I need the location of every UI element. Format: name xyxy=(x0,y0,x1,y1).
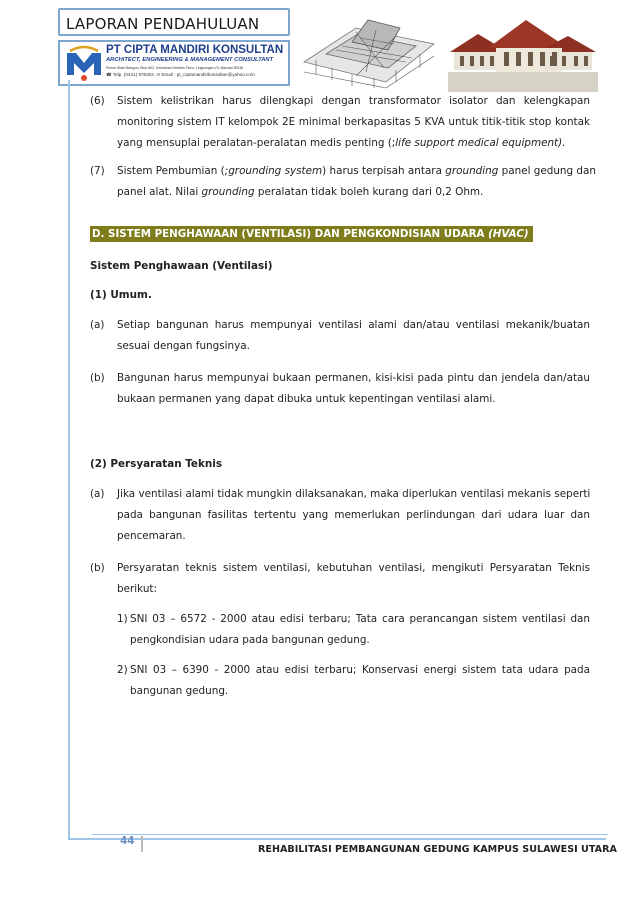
text-line: bangunan gedung. xyxy=(130,685,229,697)
text-line: sesuai dengan fungsinya. xyxy=(117,340,250,352)
text-line: berikut: xyxy=(117,583,158,595)
report-title: LAPORAN PENDAHULUAN xyxy=(58,8,290,36)
text-segment: panel alat. Nilai xyxy=(117,186,202,198)
subheading: Sistem Penghawaan (Ventilasi) xyxy=(90,260,273,272)
paragraph-item-6 xyxy=(90,91,590,154)
text-line: Bangunan harus mempunyai bukaan permanen, kisi-kisi pada pintu dan jendela dan/atau xyxy=(117,372,590,384)
item-number: 1) xyxy=(117,613,128,625)
section-heading: D. SISTEM PENGHAWAAN (VENTILASI) DAN PENGKONDISIAN UDARA xyxy=(92,228,489,240)
building-structure-image xyxy=(296,10,442,90)
text-segment: peralatan tidak boleh kurang dari 0,2 Ohm. xyxy=(254,186,484,198)
page-number: 44 xyxy=(120,835,135,847)
text-line: bukaan permanen yang dapat dibuka untuk kepentingan ventilasi alami. xyxy=(117,393,496,405)
text-segment: panel gedung dan xyxy=(498,165,596,177)
paragraph-1b xyxy=(90,368,590,410)
text-segment: Sistem Pembumian ( xyxy=(117,165,225,177)
company-address: Perum Wale Manguni, Blok AK2, Kelurahan Kembes Timur, Lingkungan VII, Manado 95236 xyxy=(106,66,244,70)
text-line: Setiap bangunan harus mempunyai ventilasi alami dan/atau ventilasi mekanik/buatan xyxy=(117,319,590,331)
paragraph-sni-2 xyxy=(117,660,590,702)
page-number-separator xyxy=(141,836,143,852)
text-line xyxy=(117,182,590,203)
item-number: (b) xyxy=(90,562,105,574)
text-line: pencemaran. xyxy=(117,530,186,542)
item-number: 2) xyxy=(117,664,128,676)
footer-divider xyxy=(92,834,608,835)
item-number: (7) xyxy=(90,165,105,177)
text-line: pada bangunan fasilitas tertentu yang memerlukan perlindungan dari udara luar dan xyxy=(117,509,590,521)
heading-umum: (1) Umum. xyxy=(90,289,152,301)
item-number: (a) xyxy=(90,488,105,500)
text-segment: ) harus terpisah antara xyxy=(322,165,446,177)
paragraph-2a xyxy=(90,484,590,547)
text-line: pengkondisian udara pada bangunan gedung. xyxy=(130,634,370,646)
company-logo-icon xyxy=(64,45,104,83)
text-line: monitoring sistem IT kelompok 2E minimal berkapasitas 5 KVA untuk titik-titik stop kontak xyxy=(117,116,590,128)
text-line xyxy=(117,133,590,154)
text-line: SNI 03 – 6572 - 2000 atau edisi terbaru; Tata cara perancangan sistem ventilasi dan xyxy=(130,613,590,625)
text-segment-italic: ;grounding system xyxy=(224,165,323,177)
text-line: Jika ventilasi alami tidak mungkin dilaksanakan, maka diperlukan ventilasi mekanis seperti xyxy=(117,488,591,500)
paragraph-item-7 xyxy=(90,161,596,203)
footer-title: REHABILITASI PEMBANGUNAN GEDUNG KAMPUS SULAWESI UTARA xyxy=(258,844,617,855)
text-line xyxy=(117,161,596,182)
paragraph-sni-1 xyxy=(117,609,590,651)
text-segment-italic: grounding xyxy=(201,186,255,198)
company-name: PT CIPTA MANDIRI KONSULTAN xyxy=(106,44,284,56)
text-segment-italic: grounding xyxy=(445,165,499,177)
text-segment: yang mensuplai peralatan-peralatan medis penting (; xyxy=(117,137,396,149)
section-heading-italic: (HVAC) xyxy=(488,228,529,240)
paragraph-1a xyxy=(90,315,590,357)
item-number: (b) xyxy=(90,372,105,384)
text-line: Persyaratan teknis sistem ventilasi, kebutuhan ventilasi, mengikuti Persyaratan Teknis xyxy=(117,562,590,574)
text-line: Sistem kelistrikan harus dilengkapi dengan transformator isolator dan kelengkapan xyxy=(117,95,590,107)
item-number: (6) xyxy=(90,95,105,107)
paragraph-2b xyxy=(90,558,590,600)
item-number: (a) xyxy=(90,319,105,331)
company-tagline: ARCHITECT, ENGINEERING & MANAGEMENT CONSULTANT xyxy=(106,57,274,63)
section-heading-bar xyxy=(90,226,533,242)
company-contact: ☎ Telp. (0431) 876302, ✉ Email : pt_ciptamandirikonsultan@yahoo.com xyxy=(106,72,255,77)
text-segment-italic: life support medical equipment). xyxy=(395,137,566,149)
text-line: SNI 03 – 6390 - 2000 atau edisi terbaru; Konservasi energi sistem tata udara pada xyxy=(130,664,590,676)
heading-persyaratan-teknis: (2) Persyaratan Teknis xyxy=(90,458,223,470)
